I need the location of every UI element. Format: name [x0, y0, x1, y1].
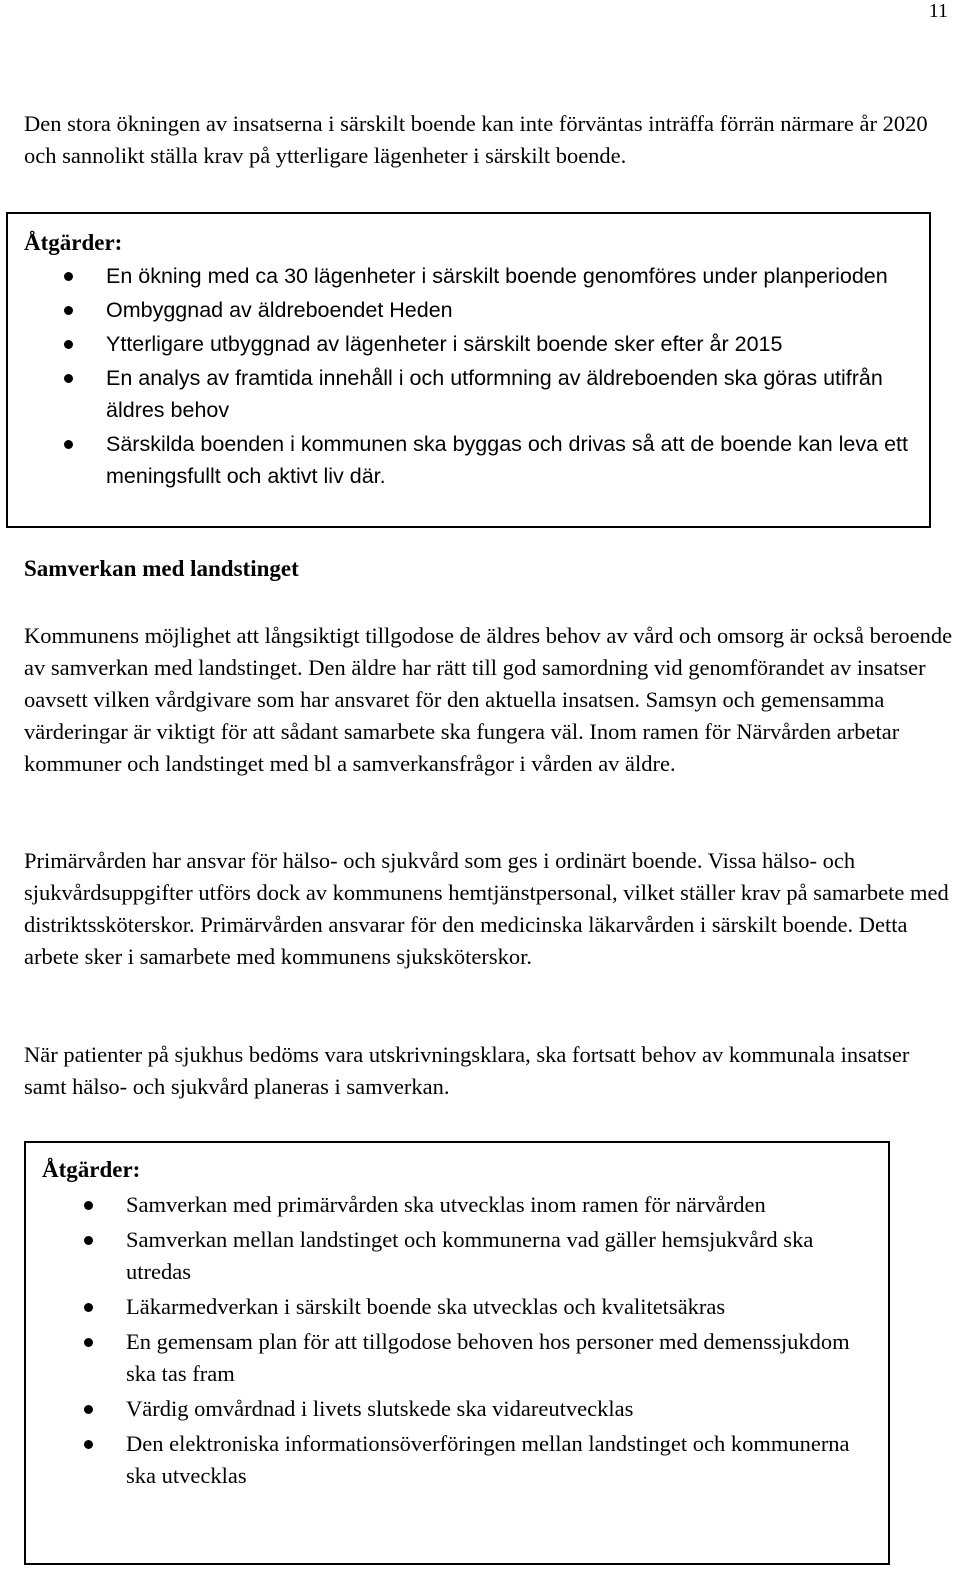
- actions-list: [106, 260, 916, 494]
- page-number: 11: [928, 0, 948, 22]
- list-item: En analys av framtida innehåll i och utformning av äldreboenden ska göras utifrån äldres behov: [106, 362, 916, 426]
- bullet-icon: [84, 1405, 93, 1414]
- paragraph-discharge: När patienter på sjukhus bedöms vara utskrivningsklara, ska fortsatt behov av kommunala insatser samt hälso- och sjukvård planeras i samverkan.: [24, 1042, 910, 1099]
- bullet-icon: [64, 306, 73, 315]
- list-item: Ytterligare utbyggnad av lägenheter i särskilt boende sker efter år 2015: [106, 328, 916, 360]
- bullet-icon: [64, 440, 73, 449]
- actions-list: [126, 1189, 866, 1495]
- bullet-icon: [84, 1440, 93, 1449]
- list-item: Samverkan med primärvården ska utvecklas inom ramen för närvården: [126, 1189, 866, 1221]
- bullet-icon: [84, 1338, 93, 1347]
- actions-box-title: Åtgärder:: [24, 230, 123, 255]
- paragraph-cooperation: Kommunens möjlighet att långsiktigt tillgodose de äldres behov av vård och omsorg är också beroende av samverkan med landstinget. Den äldre har rätt till god samordning vid genomförandet av insatser oavsett vilken vårdgivare som har ansvaret för den aktuella insatsen. Samsyn och gemensamma värderingar är viktigt för att sådant samarbete ska fungera väl. Inom ramen för Närvården arbetar kommuner och landstinget med bl a samverkansfrågor i vården av äldre.: [24, 623, 953, 776]
- list-item: En gemensam plan för att tillgodose behoven hos personer med demenssjukdom ska tas fram: [126, 1326, 866, 1390]
- bullet-icon: [84, 1201, 93, 1210]
- list-item: Den elektroniska informationsöverföringen mellan landstinget och kommunerna ska utvecklas: [126, 1428, 866, 1492]
- actions-box-housing: [6, 212, 931, 528]
- bullet-icon: [64, 374, 73, 383]
- list-item: Särskilda boenden i kommunen ska byggas och drivas så att de boende kan leva ett meningsfullt och aktivt liv där.: [106, 428, 916, 492]
- list-item: Läkarmedverkan i särskilt boende ska utvecklas och kvalitetsäkras: [126, 1291, 866, 1323]
- paragraph-primary-care: Primärvården har ansvar för hälso- och sjukvård som ges i ordinärt boende. Vissa hälso- och sjukvårdsuppgifter utförs dock av kommunens hemtjänstpersonal, vilket ställer krav på samarbete med distriktssköterskor. Primärvården ansvarar för den medicinska läkarvården i särskilt boende. Detta arbete sker i samarbete med kommunens sjuksköterskor.: [24, 848, 949, 969]
- list-item: Värdig omvårdnad i livets slutskede ska vidareutvecklas: [126, 1393, 866, 1425]
- bullet-icon: [64, 272, 73, 281]
- bullet-icon: [64, 340, 73, 349]
- list-item: Samverkan mellan landstinget och kommunerna vad gäller hemsjukvård ska utredas: [126, 1224, 866, 1288]
- bullet-icon: [84, 1236, 93, 1245]
- actions-box-title: Åtgärder:: [42, 1157, 141, 1182]
- list-item: En ökning med ca 30 lägenheter i särskilt boende genomföres under planperioden: [106, 260, 916, 292]
- actions-box-cooperation: [24, 1141, 890, 1565]
- intro-paragraph: Den stora ökningen av insatserna i särskilt boende kan inte förväntas inträffa förrän närmare år 2020 och sannolikt ställa krav på ytterligare lägenheter i särskilt boende.: [24, 111, 928, 168]
- bullet-icon: [84, 1303, 93, 1312]
- list-item: Ombyggnad av äldreboendet Heden: [106, 294, 916, 326]
- section-heading: Samverkan med landstinget: [24, 556, 299, 581]
